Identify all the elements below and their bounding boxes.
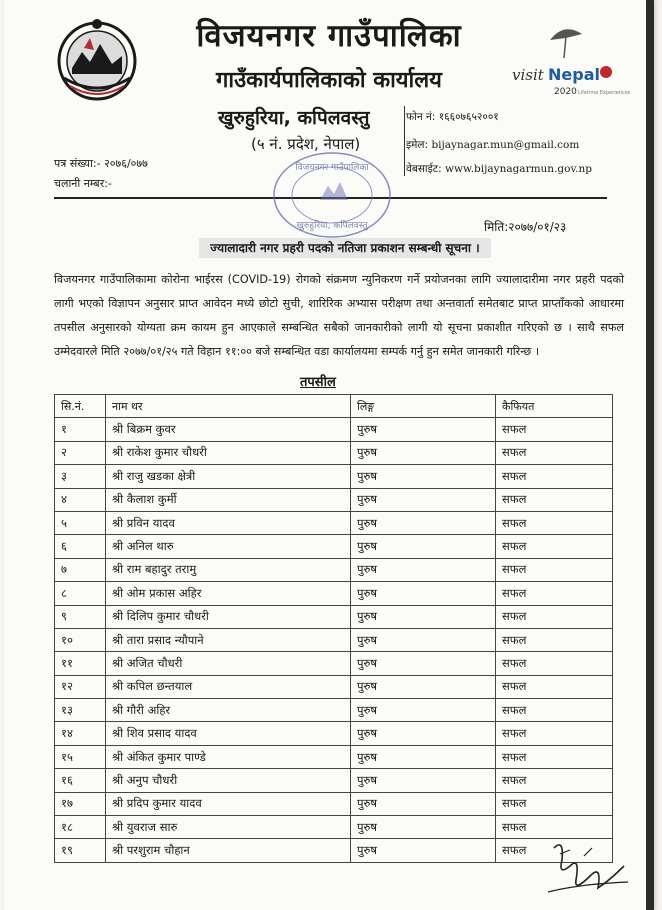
gender-cell: पुरुष (351, 488, 496, 511)
table-row (55, 839, 613, 862)
gender-cell: पुरुष (351, 792, 496, 815)
remarks-cell: सफल (496, 628, 613, 651)
name-cell: श्री राजु खडका क्षेत्री (106, 465, 351, 488)
results-table (54, 394, 613, 863)
serial-cell: ५ (55, 511, 106, 534)
table-row (55, 675, 613, 698)
name-cell: श्री अनिल थारु (106, 535, 351, 558)
serial-cell: १० (55, 628, 106, 651)
reference-number: पत्र संख्या:- २०७६/०७७ (54, 157, 148, 170)
table-row (55, 441, 613, 464)
serial-cell: २ (55, 441, 106, 464)
remarks-cell: सफल (496, 839, 613, 862)
province-title: (५ नं. प्रदेश, नेपाल) (251, 135, 361, 153)
remarks-cell: सफल (496, 722, 613, 745)
remarks-cell: सफल (496, 745, 613, 768)
remarks-cell: सफल (496, 816, 613, 839)
col-name-header: नाम थर (106, 395, 351, 418)
gender-cell: पुरुष (351, 558, 496, 581)
name-cell: श्री अजित चौधरी (106, 652, 351, 675)
gender-cell: पुरुष (351, 465, 496, 488)
serial-cell: ९ (55, 605, 106, 628)
remarks-cell: सफल (496, 792, 613, 815)
table-row (55, 418, 613, 441)
remarks-cell: सफल (496, 605, 613, 628)
nepal-text: Nepal (548, 65, 600, 84)
gender-cell: पुरुष (351, 722, 496, 745)
name-cell: श्री कैलाश कुर्मी (106, 488, 351, 511)
gender-cell: पुरुष (351, 628, 496, 651)
gender-cell: पुरुष (351, 745, 496, 768)
gender-cell: पुरुष (351, 769, 496, 792)
stamp-text-top: विजयनगर गाउँपालिका (295, 163, 369, 173)
gender-cell: पुरुष (351, 441, 496, 464)
phone-number: १६६०७६५२००१ (438, 111, 499, 123)
gender-cell: पुरुष (351, 675, 496, 698)
serial-cell: १८ (55, 816, 106, 839)
remarks-cell: सफल (496, 675, 613, 698)
table-row (55, 792, 613, 815)
name-cell: श्री बिक्रम कुवर (106, 418, 351, 441)
name-cell: श्री तारा प्रसाद न्यौपाने (106, 628, 351, 651)
gender-cell: पुरुष (351, 535, 496, 558)
table-row (55, 488, 613, 511)
gender-cell: पुरुष (351, 605, 496, 628)
name-cell: श्री प्रदिप कुमार यादव (106, 792, 351, 815)
office-title: गाउँकार्यपालिकाको कार्यालय (216, 68, 442, 93)
remarks-cell: सफल (496, 488, 613, 511)
email-line (406, 138, 579, 152)
table-header-row (55, 395, 613, 418)
table-row (55, 816, 613, 839)
notice-page (4, 0, 654, 910)
serial-cell: १५ (55, 745, 106, 768)
visit-nepal-logo (510, 18, 631, 104)
remarks-cell: सफल (496, 582, 613, 605)
website-url: www.bijaynagarmun.gov.np (444, 163, 592, 175)
name-cell: श्री राकेश कुमार चौधरी (106, 441, 351, 464)
remarks-cell: सफल (496, 418, 613, 441)
name-cell: श्री अनुप चौधरी (106, 769, 351, 792)
table-row (55, 769, 613, 792)
table-row (55, 605, 613, 628)
office-stamp-icon (270, 150, 394, 240)
website-label: वेबसाईट: (406, 163, 442, 175)
table-row (55, 558, 613, 581)
location-title: खुरुहुरिया, कपिलवस्तु (218, 107, 370, 129)
phone-line (406, 110, 499, 124)
serial-cell: ३ (55, 465, 106, 488)
name-cell: श्री परशुराम चौहान (106, 839, 351, 862)
remarks-cell: सफल (496, 699, 613, 722)
email-address: bijaynagar.mun@gmail.com (431, 139, 580, 151)
tagline-text: Lifetime Experiences (578, 90, 631, 96)
gender-cell: पुरुष (351, 839, 496, 862)
name-cell: श्री अंकित कुमार पाण्डे (106, 745, 351, 768)
notice-body: विजयनगर गाउँपालिकामा कोरोना भाईरस (COVID-19) रोगको संक्रमण न्युनिकरण गर्ने प्रयोजनका लागि ज्यालादारीमा नगर प्रहरी पदको लागी भएको विज्ञापन अनुसार प्राप्त आवेदन मध्ये छोटो सुची, शारिरिक अभ्यास परीक्षण तथा अन्तवार्ता समेतबाट प्राप्त प्राप्ताँकको आधारमा तपसील अनुसारको योग्यता क्रम कायम हुन आएकाले सम्बन्धित सबैको जानकारीको लागी यो सूचना प्रकाशीत गरिएको छ । साथै सफल उम्मेदवारले मिति २०७७/०१/२५ गते विहान ११:०० बजे सम्बन्धित वडा कार्यालयमा सम्पर्क गर्नु हुन समेत जानकारी गरिन्छ । (54, 273, 624, 358)
table-row (55, 628, 613, 651)
name-cell: श्री शिव प्रसाद यादव (106, 722, 351, 745)
gender-cell: पुरुष (351, 418, 496, 441)
notice-subject: ज्यालादारी नगर प्रहरी पदको नतिजा प्रकाशन सम्बन्धी सूचना । (199, 238, 491, 258)
table-row (55, 722, 613, 745)
name-cell: श्री दिलिप कुमार चौधरी (106, 605, 351, 628)
name-cell: श्री कपिल छन्तयाल (106, 675, 351, 698)
gender-cell: पुरुष (351, 652, 496, 675)
serial-cell: ११ (55, 652, 106, 675)
gender-cell: पुरुष (351, 816, 496, 839)
name-cell: श्री गौरी अहिर (106, 699, 351, 722)
website-line (406, 162, 592, 176)
gender-cell: पुरुष (351, 511, 496, 534)
serial-cell: १४ (55, 722, 106, 745)
remarks-cell: सफल (496, 558, 613, 581)
year-text: 2020 (554, 87, 577, 97)
serial-cell: १७ (55, 792, 106, 815)
phone-label: फोन नं: (406, 111, 436, 123)
serial-cell: ८ (55, 582, 106, 605)
table-row (55, 699, 613, 722)
municipality-title: विजयनगर गाउँपालिका (196, 18, 462, 54)
gender-cell: पुरुष (351, 582, 496, 605)
serial-cell: ४ (55, 488, 106, 511)
page-edge (646, 0, 654, 910)
name-cell: श्री राम बहादुर तरामु (106, 558, 351, 581)
email-label: इमेल: (406, 139, 429, 151)
table-row (55, 465, 613, 488)
table-row (55, 745, 613, 768)
serial-cell: १२ (55, 675, 106, 698)
details-heading: तपसील (300, 375, 336, 390)
serial-cell: १६ (55, 769, 106, 792)
table-row (55, 652, 613, 675)
name-cell: श्री प्रविन यादव (106, 511, 351, 534)
serial-cell: ६ (55, 535, 106, 558)
col-gender-header: लिङ्ग (351, 395, 496, 418)
col-serial-header: सि.नं. (55, 395, 106, 418)
signature-icon (540, 836, 632, 902)
name-cell: श्री युवराज सारु (106, 816, 351, 839)
stamp-text-bottom: खुरुहुरिया, कपिलवस्तु (296, 221, 368, 231)
gender-cell: पुरुष (351, 699, 496, 722)
notice-date: मिति:२०७७/०१/२३ (484, 220, 567, 234)
dispatch-number: चलानी नम्बर:- (54, 177, 112, 190)
remarks-cell: सफल (496, 769, 613, 792)
serial-cell: १३ (55, 699, 106, 722)
remarks-cell: सफल (496, 441, 613, 464)
remarks-cell: सफल (496, 652, 613, 675)
contact-divider (404, 106, 405, 176)
serial-cell: १ (55, 418, 106, 441)
col-remarks-header: कैफियत (496, 395, 613, 418)
remarks-cell: सफल (496, 511, 613, 534)
table-row (55, 582, 613, 605)
name-cell: श्री ओम प्रकास अहिर (106, 582, 351, 605)
table-row (55, 535, 613, 558)
remarks-cell: सफल (496, 535, 613, 558)
visit-nepal-logo-graphic (510, 18, 631, 104)
remarks-cell: सफल (496, 465, 613, 488)
table-row (55, 511, 613, 534)
serial-cell: १९ (55, 839, 106, 862)
serial-cell: ७ (55, 558, 106, 581)
visit-text: visit (512, 66, 544, 84)
